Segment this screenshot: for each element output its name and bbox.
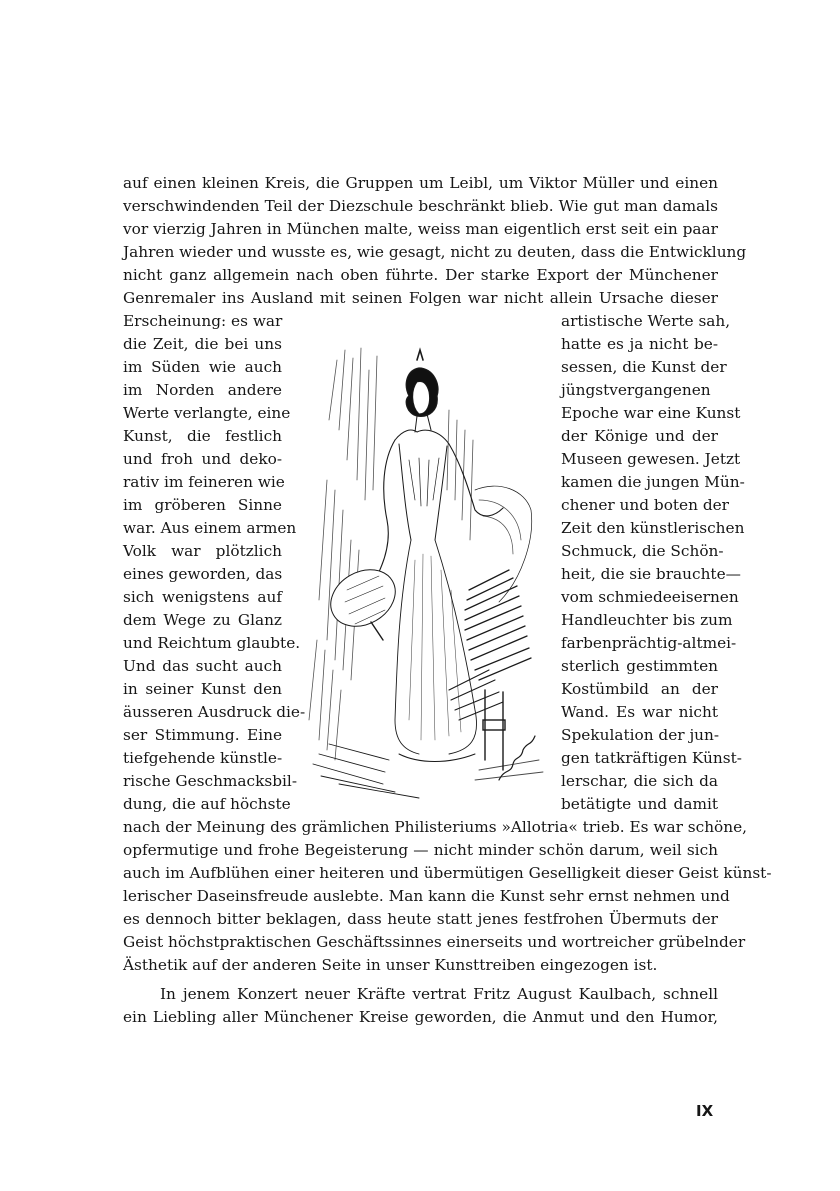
text-line: vor vierzig Jahren in München malte, weiss man eigentlich erst seit ein paar [123,220,718,238]
page-number: IX [696,1102,714,1120]
right-column-line: Handleuchter bis zum [561,611,733,629]
woman-portrait-sketch [299,340,549,802]
right-column-line: Museen gewesen. Jetzt [561,450,741,468]
text-line: auch im Aufblühen einer heiteren und übermütigen Geselligkeit dieser Geist künst- [123,864,772,882]
left-column-line: Und das sucht auch [123,657,282,675]
text-line: lerischer Daseinsfreude auslebte. Man kann die Kunst sehr ernst nehmen und [123,887,730,905]
dark-drapery-hatching [449,570,531,720]
right-column-line: artistische Werte sah, [561,312,731,330]
right-column-line: hatte es ja nicht be- [561,335,718,353]
right-column-line: vom schmiedeeisernen [561,588,739,606]
right-column-line: sterlich gestimmten [561,657,718,675]
text-line: Genremaler ins Ausland mit seinen Folgen war nicht allein Ursache dieser [123,289,718,307]
right-column-line: Spekulation der jun- [561,726,720,744]
left-column-line: und Reichtum glaubte. [123,634,301,652]
left-column-line: im gröberen Sinne [123,496,282,514]
left-column-line: rische Geschmacksbil- [123,772,297,790]
text-line: ein Liebling aller Münchener Kreise geworden, die Anmut und den Humor, [123,1008,718,1026]
right-column-line: lerschar, die sich da [561,772,718,790]
left-column-line: die Zeit, die bei uns [123,335,282,353]
right-column-line: betätigte und damit [561,795,718,813]
text-line: auf einen kleinen Kreis, die Gruppen um Leibl, um Viktor Müller und einen [123,174,718,192]
right-column-line: Kostümbild an der [561,680,718,698]
right-column-line: Zeit den künstlerischen [561,519,745,537]
left-column-line: rativ im feineren wie [123,473,285,491]
background-hatching [309,348,473,760]
left-column-line: war. Aus einem armen [123,519,297,537]
head-hair [406,350,438,432]
left-column-line: im Süden wie auch [123,358,282,376]
right-column-line: Epoche war eine Kunst [561,404,741,422]
left-column-line: Werte verlangte, eine [123,404,291,422]
text-line: verschwindenden Teil der Diezschule beschränkt blieb. Wie gut man damals [123,197,718,215]
text-line: Geist höchstpraktischen Geschäftssinnes einerseits und wortreicher grübelnder [123,933,746,951]
left-column-line: ser Stimmung. Eine [123,726,282,744]
left-column-line: dung, die auf höchste [123,795,291,813]
right-column-line: kamen die jungen Mün- [561,473,745,491]
text-line: nach der Meinung des grämlichen Philisteriums »Allotria« trieb. Es war schöne, [123,818,748,836]
right-column-line: gen tatkräftigen Künst- [561,749,742,767]
text-line: Ästhetik auf der anderen Seite in unser Kunsttreiben eingezogen ist. [123,956,658,974]
left-column-line: sich wenigstens auf [123,588,282,606]
right-column-line: jüngstvergangenen [561,381,711,399]
right-column-line: heit, die sie brauchte— [561,565,741,583]
text-line: Jahren wieder und wusste es, wie gesagt, nicht zu deuten, dass die Entwicklung [123,243,747,261]
drapery [475,486,532,602]
right-column-line: der Könige und der [561,427,718,445]
left-column-line: Kunst, die festlich [123,427,282,445]
left-column-line: äusseren Ausdruck die- [123,703,306,721]
text-line: es dennoch bitter beklagen, dass heute statt jenes festfrohen Übermuts der [123,910,718,928]
right-column-line: chener und boten der [561,496,729,514]
left-column-line: eines geworden, das [123,565,283,583]
right-column-line: Schmuck, die Schön- [561,542,724,560]
text-line: opfermutige und frohe Begeisterung — nicht minder schön darum, weil sich [123,841,718,859]
left-column-line: Volk war plötzlich [123,542,282,560]
left-column-line: tiefgehende künstle- [123,749,283,767]
left-column-line: Erscheinung: es war [123,312,283,330]
left-column-line: und froh und deko- [123,450,282,468]
right-column-line: sessen, die Kunst der [561,358,727,376]
paragraph-first-line: In jenem Konzert neuer Kräfte vertrat Fritz August Kaulbach, schnell [160,985,718,1003]
left-column-line: im Norden andere [123,381,282,399]
text-line: nicht ganz allgemein nach oben führte. Der starke Export der Münchener [123,266,718,284]
left-column-line: dem Wege zu Glanz [123,611,282,629]
gown-skirt [395,540,477,762]
right-column-line: Wand. Es war nicht [561,703,718,721]
left-column-line: in seiner Kunst den [123,680,282,698]
right-column-line: farbenprächtig-altmei- [561,634,737,652]
bodice [377,430,503,576]
fan [321,558,406,640]
